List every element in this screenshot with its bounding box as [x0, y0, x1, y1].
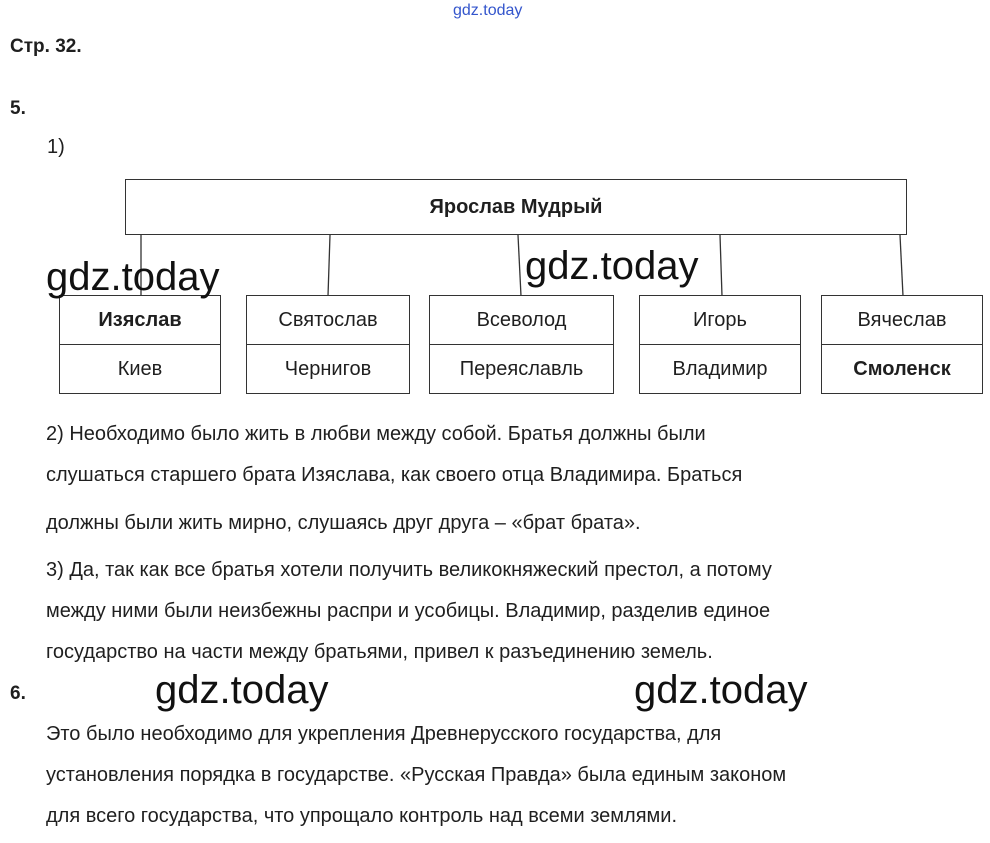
son-name: Изяслав: [60, 296, 220, 345]
son-city: Переяславль: [459, 357, 584, 380]
answer-2-line: должны были жить мирно, слушаясь друг друга – «брат брата».: [46, 512, 641, 534]
son-box-igor: [639, 295, 801, 394]
subtask-1-label: 1): [47, 136, 65, 158]
connector-line: [518, 235, 521, 296]
connector-line: [720, 235, 722, 296]
son-city: Чернигов: [284, 357, 372, 380]
answer-3-line: 3) Да, так как все братья хотели получить великокняжеский престол, а потому: [46, 559, 772, 581]
task-5-number: 5.: [10, 98, 26, 119]
watermark-text: gdz.today: [46, 255, 220, 299]
tree-root-name: Ярослав Мудрый: [429, 195, 603, 218]
header-watermark: gdz.today: [453, 2, 523, 19]
watermark-text: gdz.today: [634, 668, 808, 712]
son-box-svyatoslav: [246, 295, 410, 394]
watermark-text: gdz.today: [525, 244, 699, 288]
son-name: Святослав: [247, 296, 409, 345]
son-box-vsevolod: [429, 295, 614, 394]
answer-3-line: государство на части между братьями, привел к разъединению земель.: [46, 641, 713, 663]
son-box-vyacheslav: [821, 295, 983, 394]
son-city: Киев: [117, 357, 163, 380]
answer-2-line: слушаться старшего брата Изяслава, как своего отца Владимира. Браться: [46, 464, 743, 486]
task-6-line: для всего государства, что упрощало контроль над всеми землями.: [46, 805, 678, 827]
task-6-line: Это было необходимо для укрепления Древнерусского государства, для: [46, 723, 722, 745]
task-6-line: установления порядка в государстве. «Русская Правда» была единым законом: [46, 764, 787, 786]
son-box-izyaslav: [59, 295, 221, 394]
connector-line: [900, 235, 903, 296]
answer-2-line: 2) Необходимо было жить в любви между собой. Братья должны были: [46, 423, 706, 445]
son-name: Вячеслав: [822, 296, 982, 345]
connector-line: [328, 235, 330, 296]
son-city: Владимир: [672, 357, 768, 380]
son-name: Игорь: [640, 296, 800, 345]
answer-3-line: между ними были неизбежны распри и усобицы. Владимир, разделив единое: [46, 600, 771, 622]
son-city: Смоленск: [853, 357, 951, 380]
page-label: Стр. 32.: [10, 36, 82, 57]
task-6-number: 6.: [10, 683, 26, 704]
watermark-text: gdz.today: [155, 668, 329, 712]
son-name: Всеволод: [430, 296, 613, 345]
